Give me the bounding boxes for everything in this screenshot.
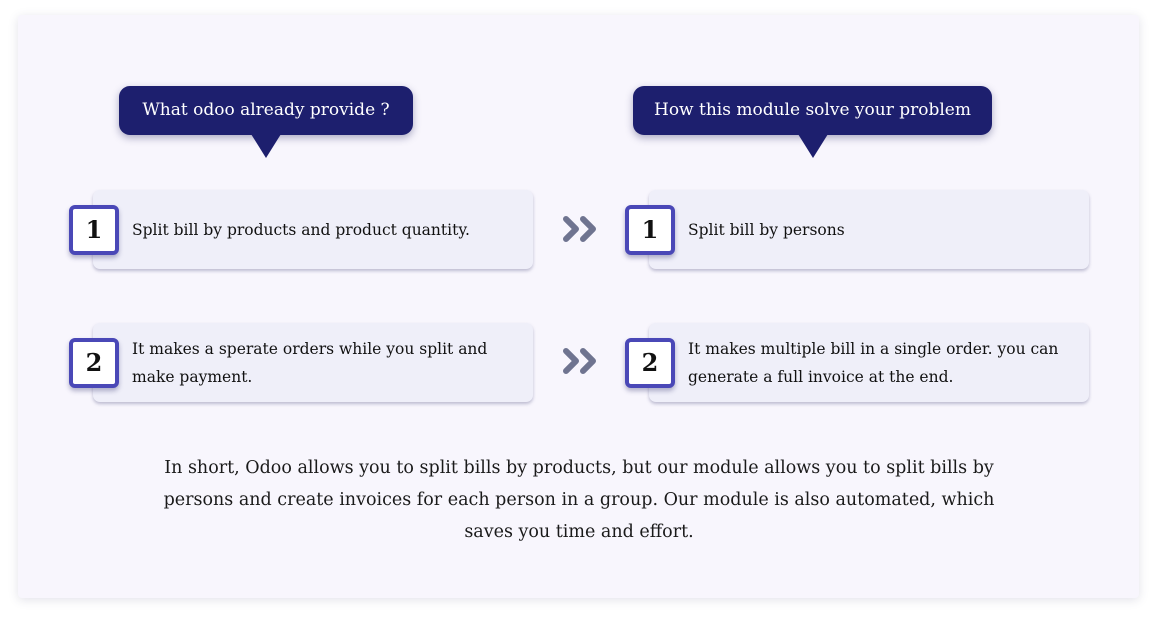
number-badge-module-2: 2 (625, 338, 675, 388)
module-solution-header: How this module solve your problem (633, 86, 992, 135)
odoo-feature-row-1 (93, 190, 533, 269)
module-feature-text-2: It makes multiple bill in a single order. you can generate a full invoice at the end. (688, 339, 1059, 386)
module-feature-text-1: Split bill by persons (688, 220, 845, 239)
module-feature-row-2 (649, 323, 1089, 402)
odoo-feature-row-2 (93, 323, 533, 402)
number-badge-odoo-1: 1 (69, 205, 119, 255)
summary-paragraph: In short, Odoo allows you to split bills by products, but our module allows you to split bills by persons and create invoices for each person in a group. Our module is also automated, which saves you time and effort. (163, 458, 995, 542)
odoo-provides-header: What odoo already provide ? (119, 86, 413, 135)
number-badge-odoo-2: 2 (69, 338, 119, 388)
number-badge-module-1: 1 (625, 205, 675, 255)
odoo-feature-text-1: Split bill by products and product quantity. (132, 220, 470, 239)
double-chevron-right-icon (562, 347, 600, 375)
odoo-feature-text-2: It makes a sperate orders while you split and make payment. (132, 339, 488, 386)
module-feature-row-1 (649, 190, 1089, 269)
double-chevron-right-icon (562, 215, 600, 243)
